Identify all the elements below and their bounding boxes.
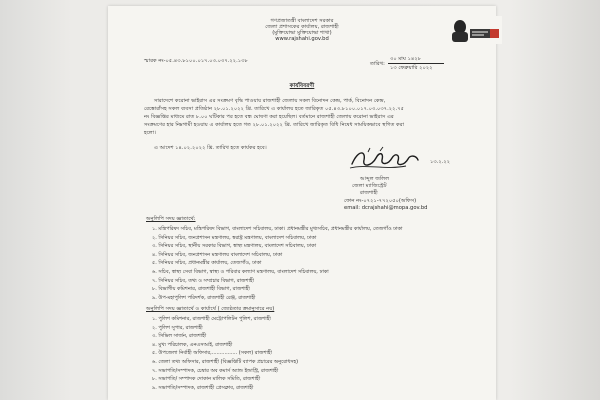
effective-date-line: এ আদেশ ১৪.০২.২০২২ খ্রি. তারিখ হতে কার্যকর হবে।: [154, 145, 267, 151]
body-line: সারাদেশে করোনা ভাইরাস এর সংক্রমণ বৃদ্ধি পাওয়ায় রাজশাহী জেলায় সকল বিনোদন কেন্দ্র, পার্ক, বিনোদন কেন্দ্র,: [154, 98, 386, 104]
list-item: ৩. সিভিল সার্জন, রাজশাহী: [152, 333, 207, 340]
header-office: জেলা প্রশাসকের কার্যালয়, রাজশাহী: [265, 24, 339, 30]
list-item: ৬. সচিব, স্বাস্থ্য সেবা বিভাগ, স্বাস্থ্য ও পরিবার কল্যাণ মন্ত্রণালয়, বাংলাদেশ সচিবালয়, ঢাকা: [152, 268, 329, 275]
signatory-designation: জেলা ম্যাজিস্ট্রেট: [352, 183, 387, 189]
body-line: নং বিজ্ঞপ্তির মাধ্যমে রাত ৮.০০ ঘটিকার পর হতে বন্ধ ঘোষণা করা হয়েছিল। বর্তমানে রাজশাহী জেলায় করোনা ভাইরাস এর: [144, 114, 394, 120]
list-item: ৬. জেলা তথ্য অফিসার, রাজশাহী (বিজ্ঞপ্তিটি ব্যাপক প্রচারের অনুরোধসহ): [152, 358, 299, 365]
date-gregorian: ১৩ ফেব্রুয়ারি ২০২২: [390, 65, 433, 71]
list-item: ১. মন্ত্রিপরিষদ সচিব, মন্ত্রিপরিষদ বিভাগ, বাংলাদেশ সচিবালয়, ঢাকা। প্রধানমন্ত্রীর মুখ্যসচিব, প্রধানমন্ত্রীর কার্যালয়, তেজগাঁও ঢাকা: [152, 226, 403, 232]
body-line: সংক্রমণের হার নিম্নগামী হওয়ায় এ কার্যালয় হতে গত ২৮.০১.২০২২ খ্রি. তারিখে জারিকৃত বিধি নিষেধ সাময়িকভাবে স্থগিত করা: [144, 122, 404, 128]
body-line: হলো।: [144, 130, 157, 136]
memo-number: স্মারক নং-০৫.৪৩.৮১০০.০১৭.০৩.০৩৭.২২.১৩৮: [144, 58, 248, 64]
list-item: ৫. উপজেলা নির্বাহী অফিসার,................ (সকল) রাজশাহী: [152, 350, 272, 357]
list-item: ৯. সভাপতি/সম্পাদক, রাজশাহী প্রেসক্লাব, রাজশাহী: [152, 384, 254, 391]
distribution-action-list: [152, 315, 298, 392]
list-item: ৭. সভাপতি/সম্পাদক, চেম্বার অব কমার্স অ্যান্ড ইন্ডাস্ট্রি, রাজশাহী: [152, 367, 279, 374]
document-title: কার্যবিবরণী: [289, 83, 315, 89]
list-item: ৩. সিনিয়র সচিব, স্থানীয় সরকার বিভাগ, স্বাস্থ্য মন্ত্রণালয়, বাংলাদেশ সচিবালয়, ঢাকা: [152, 243, 317, 250]
list-item: ৮. সভাপতি/ সম্পাদক দোকান মালিক সমিতি, রাজশাহী: [152, 376, 261, 383]
mujib-year-logo: [444, 16, 502, 44]
date-divider: [388, 63, 444, 64]
list-item: ৮. বিভাগীয় কমিশনার, রাজশাহী বিভাগ, রাজশাহী: [152, 286, 250, 293]
list-item: ১. পুলিশ কমিশনার, রাজশাহী মেট্রোপলিটন পুলিশ, রাজশাহী: [152, 316, 271, 322]
handwritten-signature: [346, 146, 430, 174]
date-label: তারিখ:: [370, 61, 385, 67]
office-phone: ফোন নং-০৭২১-৭৭২০৫০(অফিস): [344, 198, 417, 204]
signatory-name: আব্দুল জলিল: [360, 176, 390, 182]
body-line: রেস্তোরাঁসহ সকল ব্যবসা প্রতিষ্ঠান ২৮.০১.২০২২ খ্রি. তারিখে এ কার্যালয় হতে জারিকৃত ০৫.৪৩.৮১০০.০১৭.০৩.০৩৭.২২.৭৫: [144, 106, 404, 112]
header-govt: গণপ্রজাতন্ত্রী বাংলাদেশ সরকার: [270, 18, 334, 24]
list-item: ৭. সিনিয়র সচিব, তথ্য ও সম্প্রচার বিভাগ, রাজশাহী: [152, 277, 254, 284]
office-email: email: dcrajshahi@mopa.gov.bd: [344, 205, 428, 211]
distribution-info-heading: অনুলিপি সদয় জ্ঞাতার্থে:: [146, 216, 196, 222]
document-paper: [108, 6, 496, 400]
list-item: ৪. সিনিয়র সচিব, জনপ্রশাসন মন্ত্রণালয় বাংলাদেশ সচিবালয়, ঢাকা: [152, 251, 283, 258]
list-item: ২. পুলিশ সুপার, রাজশাহী: [152, 324, 203, 331]
distribution-info-list: [152, 225, 402, 302]
signature-date: ১৩.২.২২: [430, 159, 451, 165]
header-section: (মুক্তিযোদ্ধা মুক্তিযোদ্ধা শাখা): [272, 30, 332, 36]
list-item: ৫. সিনিয়র সচিব, প্রধানমন্ত্রীর কার্যালয়, তেজগাঁও, ঢাকা: [152, 260, 262, 267]
list-item: ৪. মুখ্য পরিচালক, এনএসআই, রাজশাহী: [152, 341, 233, 348]
header-website: www.rajshahi.gov.bd: [275, 36, 329, 42]
list-item: ৯. উপ-মহাপুলিশ পরিদর্শক, রাজশাহী রেঞ্জ, রাজশাহী: [152, 294, 256, 301]
date-bangla: ৩০ মাঘ ১৪২৮: [390, 56, 422, 62]
distribution-action-heading: অনুলিপি সদয় জ্ঞাতার্থে ও কার্যার্থে ( জ্যেষ্ঠতার ক্রমানুসারে নয়): [146, 306, 275, 312]
signatory-office: রাজশাহী: [360, 190, 378, 196]
list-item: ২. সিনিয়র সচিব, জনপ্রশাসন মন্ত্রণালয়, স্বরাষ্ট্র মন্ত্রণালয়, বাংলাদেশ সচিবালয়, ঢাকা: [152, 234, 317, 241]
